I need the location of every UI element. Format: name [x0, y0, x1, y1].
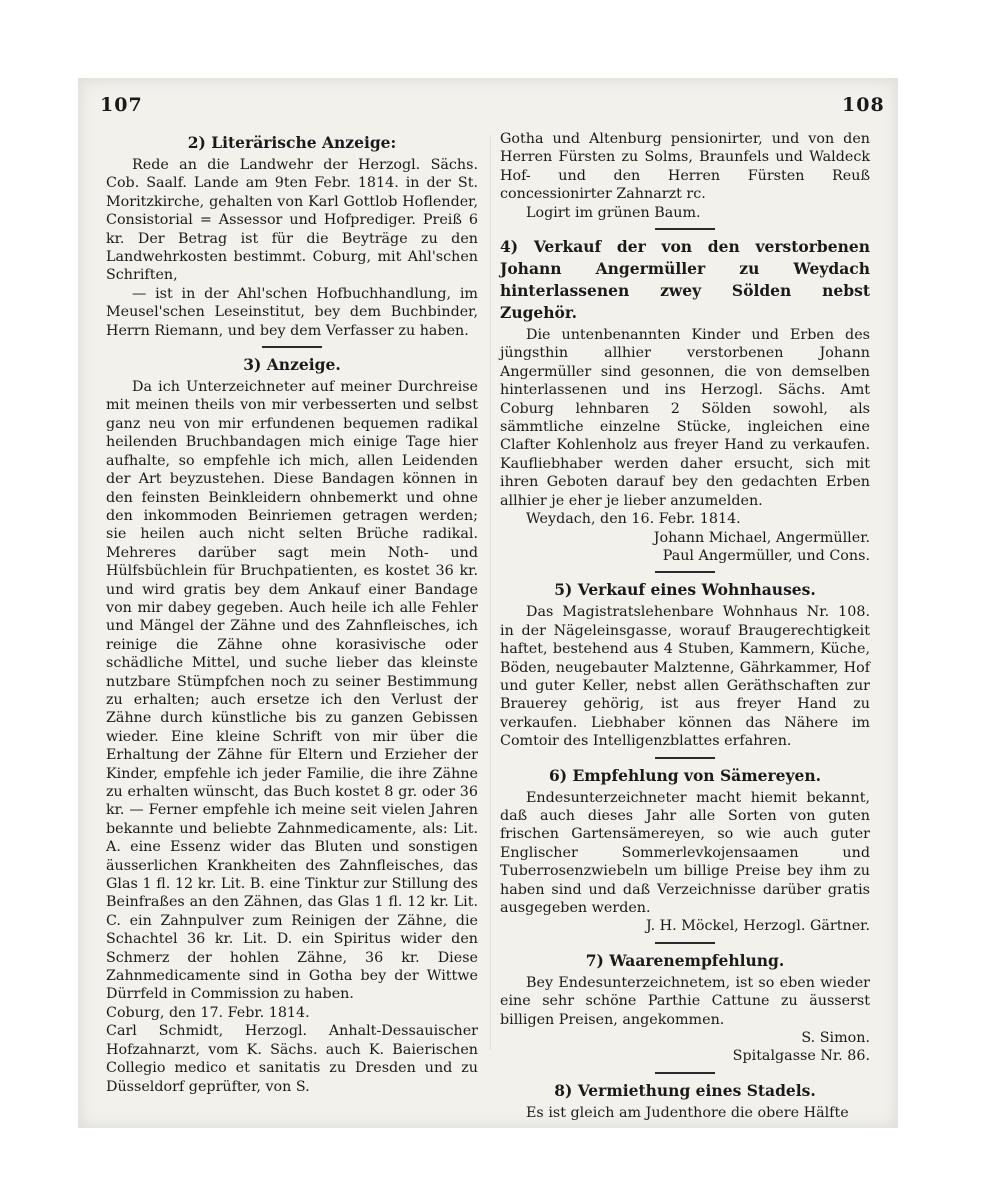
paragraph: Endesunterzeichneter macht hiemit bekannt, daß auch dieses Jahr alle Sorten von guten frischen Gartensämereyen, so wie auch guter Englischer Sommerlevkojensaamen und Tuberrosenzwiebeln um billige Preise bey ihm zu haben sind und daß Verzeichnisse darüber gratis ausgegeben werden.: [500, 789, 870, 916]
signature-line: J. H. Möckel, Herzogl. Gärtner.: [645, 918, 870, 935]
section-divider: [655, 228, 715, 230]
paragraph: Weydach, den 16. Febr. 1814.: [526, 511, 741, 528]
section-heading: 5) Verkauf eines Wohnhauses.: [554, 580, 816, 600]
left-column: [106, 130, 478, 1096]
paragraph: Es ist gleich am Judenthore die obere Hälfte: [526, 1104, 849, 1121]
section-divider: [655, 571, 715, 573]
right-page-number: 108: [842, 94, 885, 116]
section-heading: 6) Empfehlung von Sämereyen.: [548, 765, 822, 785]
section-heading: 7) Waarenempfehlung.: [585, 950, 785, 970]
paragraph: Das Magistratslehenbare Wohnhaus Nr. 108. in der Nägeleinsgasse, worauf Braugerechtigkeit haftet, bestehend aus 4 Stuben, Kammern, Küche, Böden, neugebauter Malztenne, Gährkammer, Hof und guter Keller, nebst allen Geräthschaften zur Brauerey gehörig, ist aus freyer Hand zu verkaufen. Liebhaber können das Nähere im Comtoir des Intelligenzblattes erfahren.: [500, 604, 870, 750]
column-gutter: [490, 135, 491, 1050]
section-divider: [655, 1072, 715, 1074]
paragraph: Die untenbenannten Kinder und Erben des jüngsthin allhier verstorbenen Johann Angermüller sind gesonnen, die von demselben hinterlassenen und ins Herzogl. Sächs. Amt Coburg lehnbaren 2 Sölden sowohl, als sämmtliche einzelne Stücke, ingleichen eine Clafter Kohlenholz aus freyer Hand zu verkaufen. Kaufliebhaber werden daher ersucht, sich mit ihren Geboten darauf bey den gedachten Erben allhier je eher je lieber anzumelden.: [500, 327, 870, 509]
left-page-number: 107: [100, 94, 143, 116]
section-divider: [655, 757, 715, 759]
section-heading: 2) Literärische Anzeige:: [187, 133, 397, 152]
paragraph: Carl Schmidt, Herzogl. Anhalt-Dessauischer Hofzahnarzt, vom K. Sächs. auch K. Baierischen Collegio medico et sanitatis zu Dresden und zu Düsseldorf geprüfter, von S.: [106, 1023, 478, 1095]
signature-line: Spitalgasse Nr. 86.: [732, 1048, 870, 1065]
section-heading: 8) Vermiethung eines Stadels.: [554, 1080, 816, 1100]
section-heading: 4) Verkauf der von den verstorbenen Johann Angermüller zu Weydach hinterlassenen zwey Sölden nebst Zugehör.: [500, 237, 870, 323]
section-divider: [262, 346, 322, 348]
paragraph: Rede an die Landwehr der Herzogl. Sächs. Cob. Saalf. Lande am 9ten Febr. 1814. in der St. Moritzkirche, gehalten von Karl Gottlob Hoflender, Consistorial = Assessor und Hofprediger. Preiß 6 kr. Der Betrag ist für die Beyträge zu den Landwehrkosten bestimmt. Coburg, mit Ahl'schen Schriften,: [106, 157, 478, 284]
paragraph: Logirt im grünen Baum.: [526, 204, 701, 221]
paragraph: — ist in der Ahl'schen Hofbuchhandlung, im Meusel'schen Leseinstitut, bey dem Buchbinder, Herrn Riemann, und bey dem Verfasser zu haben.: [106, 285, 478, 339]
section-divider: [655, 942, 715, 944]
paragraph: Coburg, den 17. Febr. 1814.: [106, 1004, 310, 1021]
paragraph: Da ich Unterzeichneter auf meiner Durchreise mit meinen theils von mir verbesserten und selbst ganz neu von mir erfundenen bequemen radikal heilenden Bruchbandagen mich einige Tage hier aufhalte, so empfehle ich mich, allen Leidenden der Art beyzustehen. Diese Bandagen können in den feinsten Beinkleidern ohnbemerkt und ohne den inkommoden Beinriemen getragen werden; sie heilen auch nicht selten Brüche radikal. Mehreres darüber sagt mein Noth- und Hülfsbüchlein für Bruchpatienten, es kostet 36 kr. und wird gratis bey dem Ankauf einer Bandage von mir dabey gegeben. Auch heile ich alle Fehler und Mängel der Zähne und des Zahnfleisches, ich reinige die Zähne ohne korasivische oder schädliche Mittel, und suche lieber das kleinste nutzbare Stümpfchen noch zu seiner Bestimmung zu erhalten; auch ersetze ich den Verlust der Zähne durch künstliche bis zu ganzen Gebissen wieder. Eine kleine Schrift von mir über die Erhaltung der Zähne für Eltern und Erzieher der Kinder, empfehle ich jeder Familie, die ihre Zähne zu erhalten wünscht, das Buch kostet 8 gr. oder 36 kr. — Ferner empfehle ich meine seit vielen Jahren bekannte und beliebte Zahnmedicamente, als: Lit. A. eine Essenz wider das Bluten und sonstigen äusserlichen Krankheiten des Zahnfleisches, das Glas 1 fl. 12 kr. Lit. B. eine Tinktur zur Stillung des Beinfraßes an den Zähnen, das Glas 1 fl. 12 kr. Lit. C. ein Zahnpulver zum Reinigen der Zähne, die Schachtel 36 kr. Lit. D. ein Spiritus wider den Schmerz der hohlen Zähne, 36 kr. Diese Zahnmedicamente sind in Gotha bey der Wittwe Dürrfeld in Commission zu haben.: [106, 379, 478, 1003]
signature-line: Paul Angermüller, und Cons.: [662, 547, 870, 564]
section-heading: 3) Anzeige.: [243, 355, 341, 375]
paragraph: Bey Endesunterzeichnetem, ist so eben wieder eine sehr schöne Parthie Cattune zu äusserst billigen Preisen, angekommen.: [500, 974, 870, 1028]
signature-line: S. Simon.: [801, 1030, 870, 1047]
right-column: [500, 130, 870, 1122]
paragraph: Gotha und Altenburg pensionirter, und von den Herren Fürsten zu Solms, Braunfels und Waldeck Hof- und den Herren Fürsten Reuß concessionirter Zahnarzt rc.: [500, 131, 870, 203]
signature-line: Johann Michael, Angermüller.: [653, 529, 870, 546]
